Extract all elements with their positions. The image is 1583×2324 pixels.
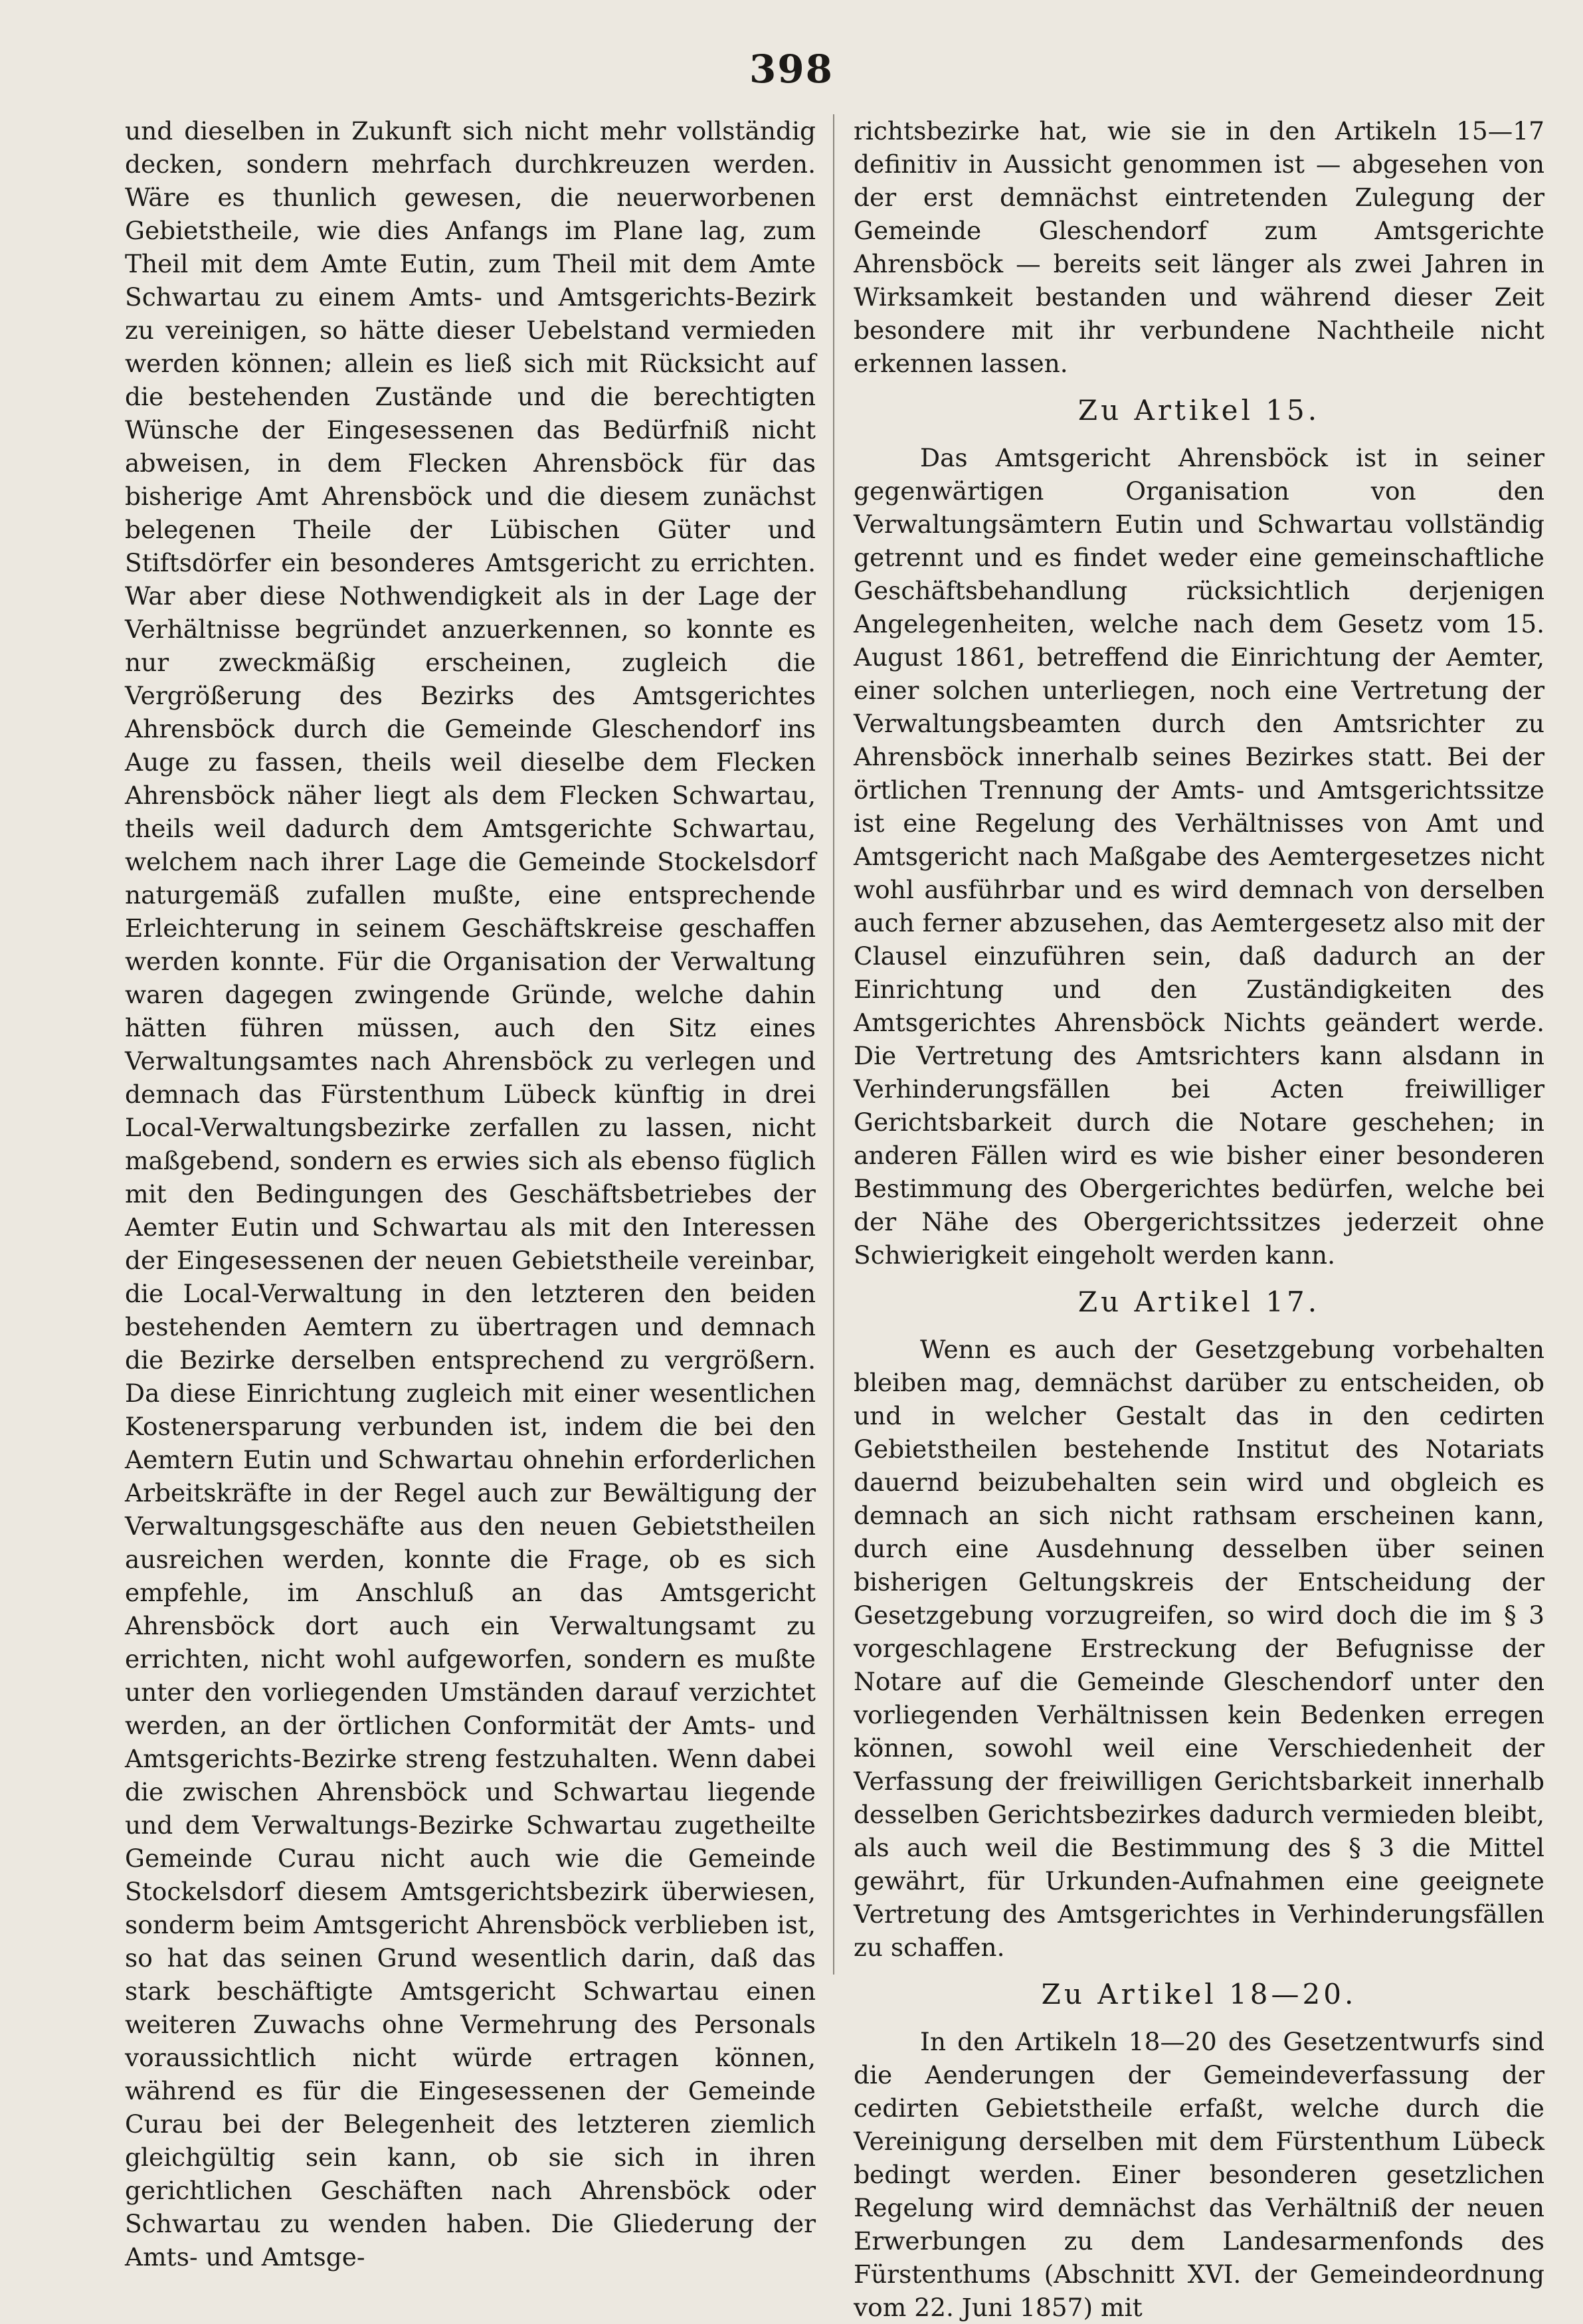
- section-text-artikel-17: Wenn es auch der Gesetzgebung vorbehalten bleiben mag, demnächst darüber zu entscheiden, ob und in welcher Gestalt das in den cedirten Gebietstheilen bestehende Institut des Notariats dauernd beizubehalten sein wird und obgleich es demnach an sich nicht rathsam erscheinen kann, durch eine Ausdehnung desselben über seinen bisherigen Geltungskreis der Entscheidung der Gesetzgebung vorzugreifen, so wird doch die im § 3 vorgeschlagene Erstreckung der Befugnisse der Notare auf die Gemeinde Gleschendorf unter den vorliegenden Verhältnissen kein Bedenken erregen können, sowohl weil eine Verschiedenheit der Verfassung der freiwilligen Gerichtsbarkeit innerhalb desselben Gerichtsbezirkes dadurch vermieden bleibt, als auch weil die Bestimmung des § 3 die Mittel gewährt, für Urkunden-Aufnahmen eine geeignete Vertretung des Amtsgerichtes in Verhinderungsfällen zu schaffen.: [854, 1335, 1544, 1962]
- section-heading-artikel-17: Zu Artikel 17.: [1077, 1286, 1321, 1318]
- section-text-artikel-15: Das Amtsgericht Ahrensböck ist in seiner gegenwärtigen Organisation von den Verwaltungsämtern Eutin und Schwartau vollständig getrennt und es findet weder eine gemeinschaftliche Geschäftsbehandlung rücksichtlich derjenigen Angelegenheiten, welche nach dem Gesetz vom 15. August 1861, betreffend die Einrichtung der Aemter, einer solchen unterliegen, noch eine Vertretung der Verwaltungsbeamten durch den Amtsrichter zu Ahrensböck innerhalb seines Bezirkes statt. Bei der örtlichen Trennung der Amts- und Amtsgerichtssitze ist eine Regelung des Verhältnisses von Amt und Amtsgericht nach Maßgabe des Aemtergesetzes nicht wohl ausführbar und es wird demnach von derselben auch ferner abzusehen, das Aemtergesetz also mit der Clausel einzuführen sein, daß dadurch an der Einrichtung und den Zuständigkeiten des Amtsgerichtes Ahrensböck Nichts geändert werde. Die Vertretung des Amtsrichters kann alsdann in Verhinderungsfällen bei Acten freiwilliger Gerichtsbarkeit durch die Notare geschehen; in anderen Fällen wird es wie bisher einer besonderen Bestimmung des Obergerichtes bedürfen, welche bei der Nähe des Obergerichtssitzes jederzeit ohne Schwierigkeit eingeholt werden kann.: [854, 443, 1544, 1270]
- section-heading-artikel-18-20: Zu Artikel 18—20.: [1041, 1978, 1357, 2010]
- body-paragraph: und dieselben in Zukunft sich nicht mehr vollständig decken, sondern mehrfach durchkreuzen werden. Wäre es thunlich gewesen, die neuerworbenen Gebietstheile, wie dies Anfangs im Plane lag, zum Theil mit dem Amte Eutin, zum Theil mit dem Amte Schwartau zu einem Amts- und Amtsgerichts-Bezirk zu vereinigen, so hätte dieser Uebelstand vermieden werden können; allein es ließ sich mit Rücksicht auf die bestehenden Zustände und die berechtigten Wünsche der Eingesessenen das Bedürfniß nicht abweisen, in dem Flecken Ahrensböck für das bisherige Amt Ahrensböck und die diesem zunächst belegenen Theile der Lübischen Güter und Stiftsdörfer ein besonderes Amtsgericht zu errichten. War aber diese Nothwendigkeit als in der Lage der Verhältnisse begründet anzuerkennen, so konnte es nur zweckmäßig erscheinen, zugleich die Vergrößerung des Bezirks des Amtsgerichtes Ahrensböck durch die Gemeinde Gleschendorf ins Auge zu fassen, theils weil dieselbe dem Flecken Ahrensböck näher liegt als dem Flecken Schwartau, theils weil dadurch dem Amtsgerichte Schwartau, welchem nach ihrer Lage die Gemeinde Stockelsdorf naturgemäß zufallen mußte, eine entsprechende Erleichterung in seinem Geschäftskreise geschaffen werden konnte. Für die Organisation der Verwaltung waren dagegen zwingende Gründe, welche dahin hätten führen müssen, auch den Sitz eines Verwaltungsamtes nach Ahrensböck zu verlegen und demnach das Fürstenthum Lübeck künftig in drei Local-Verwaltungsbezirke zerfallen zu lassen, nicht maßgebend, sondern es erwies sich als ebenso füglich mit den Bedingungen des Geschäftsbetriebes der Aemter Eutin und Schwartau als mit den Interessen der Eingesessenen der neuen Gebietstheile vereinbar, die Local-Verwaltung in den letzteren den beiden bestehenden Aemtern zu übertragen und demnach die Bezirke derselben entsprechend zu vergrößern. Da diese Einrichtung zugleich mit einer wesentlichen Kostenersparung verbunden ist, indem die bei den Aemtern Eutin und Schwartau ohnehin erforderlichen Arbeitskräfte in der Regel auch zur Bewältigung der Verwaltungsgeschäfte aus den neuen Gebietstheilen ausreichen werden, konnte die Frage, ob es sich empfehle, im Anschluß an das Amtsgericht Ahrensböck dort auch ein Verwaltungsamt zu errichten, nicht wohl aufgeworfen, sondern es mußte unter den vorliegenden Umständen darauf verzichtet werden, an der örtlichen Conformität der Amts- und Amtsgerichts-Bezirke streng festzuhalten. Wenn dabei die zwischen Ahrensböck und Schwartau liegende und dem Verwaltungs-Bezirke Schwartau zugetheilte Gemeinde Curau nicht auch wie die Gemeinde Stockelsdorf diesem Amtsgerichtsbezirk überwiesen, sonderm beim Amtsgericht Ahrensböck verblieben ist, so hat das seinen Grund wesentlich darin, daß das stark beschäftigte Amtsgericht Schwartau einen weiteren Zuwachs ohne Vermehrung des Personals voraussichtlich nicht würde ertragen können, während es für die Eingesessenen der Gemeinde Curau bei der Belegenheit des letzteren ziemlich gleichgültig sein kann, ob sie sich in ihren gerichtlichen Geschäften nach Ahrensböck oder Schwartau zu wenden haben. Die Gliederung der Amts- und Amtsge-: [125, 116, 816, 2272]
- section-text-artikel-18-20: In den Artikeln 18—20 des Gesetzentwurfs sind die Aenderungen der Gemeindeverfassung der cedirten Gebietstheile erfaßt, welche durch die Vereinigung derselben mit dem Fürstenthum Lübeck bedingt werden. Einer besonderen gesetzlichen Regelung wird demnächst das Verhältniß der neuen Erwerbungen zu dem Landesarmenfonds des Fürstenthums (Abschnitt XVI. der Gemeindeordnung vom 22. Juni 1857) mit: [854, 2027, 1544, 2322]
- left-column: [125, 114, 816, 2274]
- right-column: [854, 114, 1544, 2324]
- page-number: 398: [749, 47, 834, 92]
- section-heading-artikel-15: Zu Artikel 15.: [1077, 394, 1321, 427]
- column-divider: [833, 114, 834, 1975]
- body-paragraph: richtsbezirke hat, wie sie in den Artikeln 15—17 definitiv in Aussicht genommen ist — abgesehen von der erst demnächst eintretenden Zulegung der Gemeinde Gleschendorf zum Amtsgerichte Ahrensböck — bereits seit länger als zwei Jahren in Wirksamkeit bestanden und während dieser Zeit besondere mit ihr verbundene Nachtheile nicht erkennen lassen.: [854, 116, 1544, 378]
